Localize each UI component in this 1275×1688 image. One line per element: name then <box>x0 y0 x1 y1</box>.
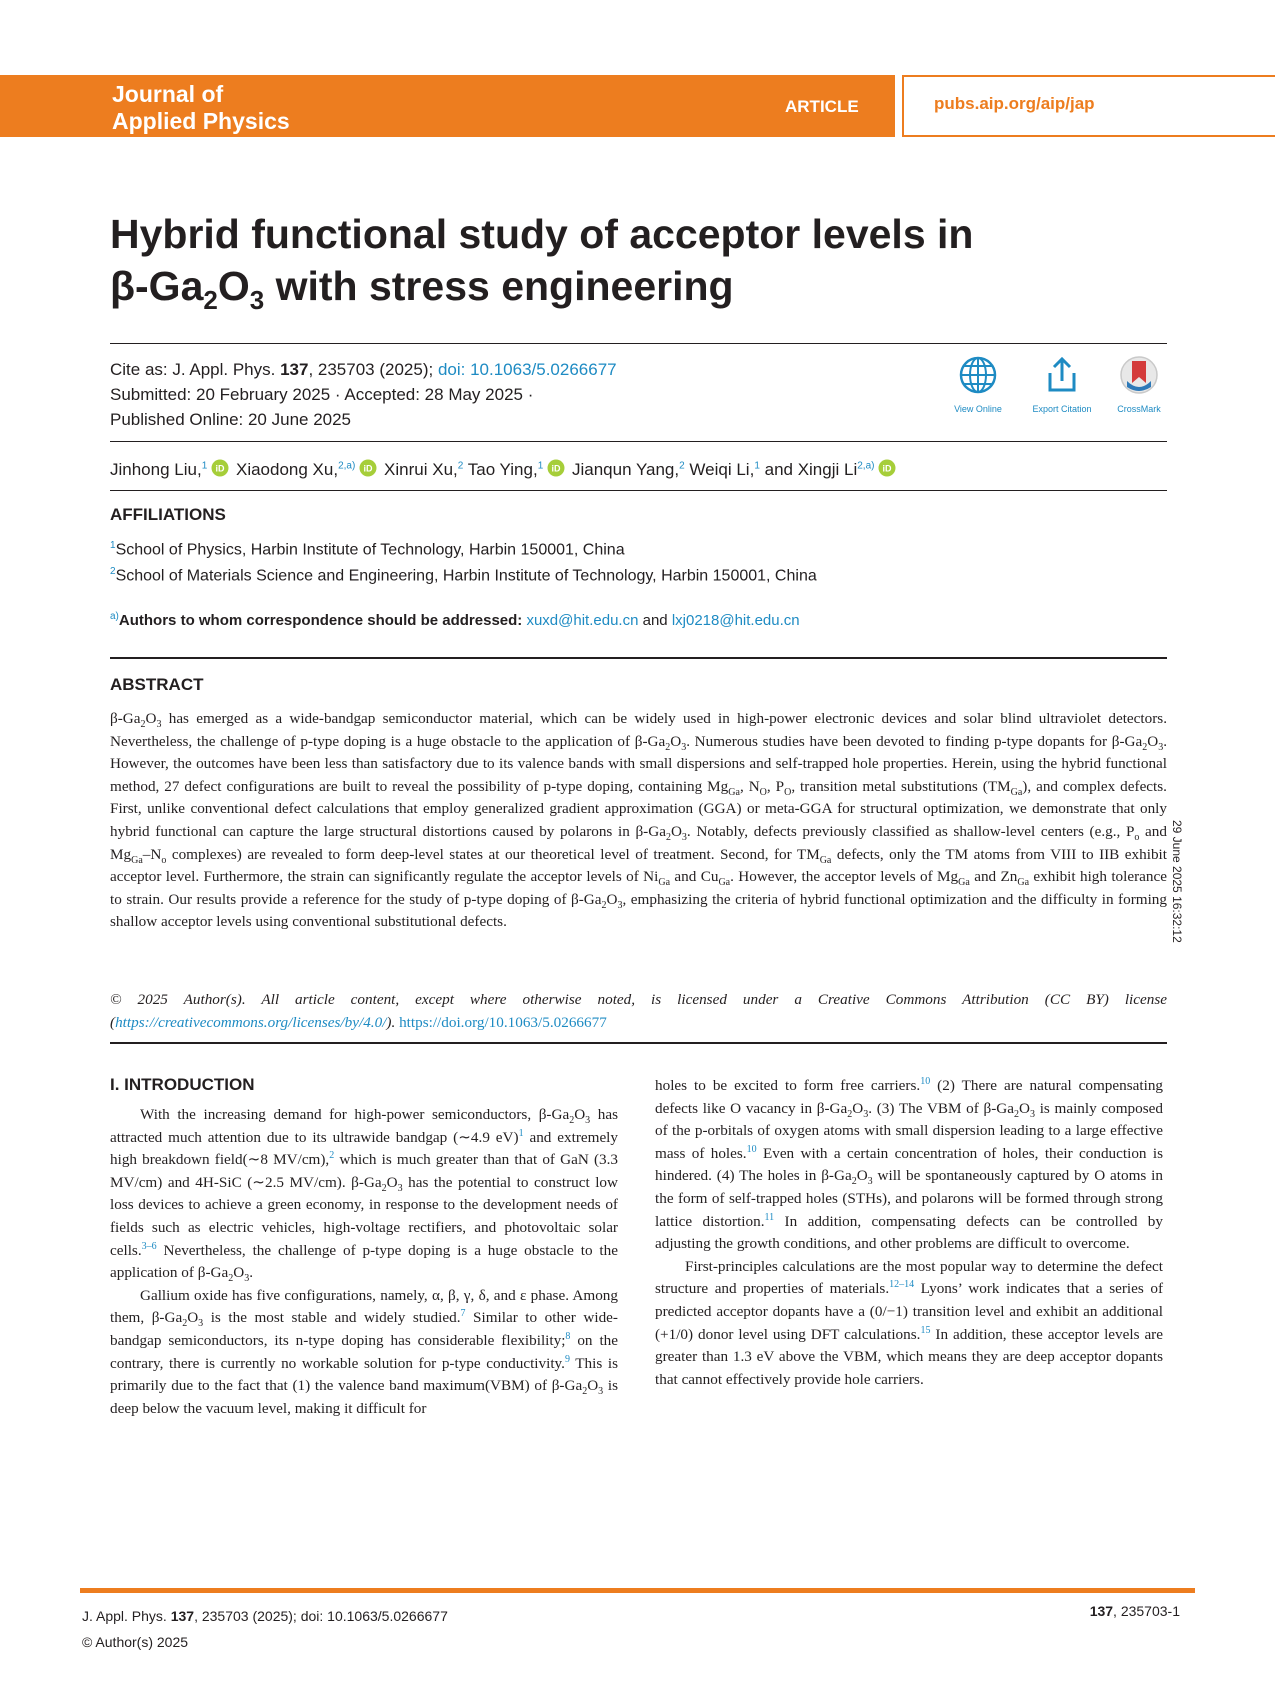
journal-name-line2: Applied Physics <box>112 108 290 134</box>
intro-column-left <box>110 1104 618 1420</box>
cite-prefix: Cite as: J. Appl. Phys. <box>110 360 281 379</box>
author-name[interactable]: Jianqun Yang, <box>571 460 680 479</box>
affiliation-1 <box>110 540 625 559</box>
author-affiliation-mark: 2,a) <box>338 460 356 472</box>
footer-copyright: © Author(s) 2025 <box>82 1634 189 1650</box>
author-affiliation-mark: 1 <box>754 460 760 472</box>
journal-header <box>0 75 1275 137</box>
intro-column-right <box>655 1075 1163 1391</box>
journal-url-box[interactable] <box>902 75 1275 137</box>
page-id: , 235703-1 <box>1113 1603 1180 1619</box>
correspondence-label: Authors to whom correspondence should be addressed: <box>118 612 523 629</box>
title-part: β-Ga <box>110 263 204 309</box>
orcid-icon[interactable] <box>878 459 896 482</box>
divider <box>110 657 1167 659</box>
svg-text:iD: iD <box>215 463 225 474</box>
submitted-line: Submitted: 20 February 2025 · Accepted: 28 May 2025 · <box>110 385 534 404</box>
cite-volume: 137 <box>280 360 309 379</box>
abstract-heading: ABSTRACT <box>110 675 204 694</box>
title-subscript: 3 <box>249 285 265 316</box>
divider <box>110 1042 1167 1044</box>
author-name[interactable]: Jinhong Liu, <box>110 460 202 479</box>
doi-link[interactable]: doi: 10.1063/5.0266677 <box>437 360 617 379</box>
export-citation-label: Export Citation <box>1032 404 1092 414</box>
paragraph: First-principles calculations are the most popular way to determine the defect structure and properties of materials.$^{12-14}$ Lyons’ work indicates that a series of predicted acceptor dopants have a (0/−1) transition level and exhibit an additional (+1/0) donor level using DFT calculations.$^{15}$ In addition, these acceptor levels are greater than 1.3 eV above the VBM, which means they are deep acceptor dopants that cannot effectively provide hole carriers. <box>655 1257 1164 1388</box>
paragraph: Gallium oxide has five configurations, namely, α, β, γ, δ, and ε phase. Among them, $\beta-Ga_2O_3$ is the most stable and widely studied.$^7$ Similar to other wide-bandgap semiconductors, its n-type doping has considerable flexibility;$^8$ on the contrary, there is currently no workable solution for p-type conductivity.$^9$ This is primarily due to the fact that (1) the valence band maximum(VBM) of $\beta-Ga_2O_3$ is deep below the vacuum level, making it difficult for <box>110 1286 618 1417</box>
svg-text:iD: iD <box>363 463 373 474</box>
affiliations-heading: AFFILIATIONS <box>110 505 226 524</box>
orcid-icon[interactable] <box>547 459 565 482</box>
orcid-icon[interactable] <box>359 459 377 482</box>
article-type-label: ARTICLE <box>785 97 859 116</box>
author-affiliation-mark: 1 <box>537 460 544 472</box>
footer-citation <box>82 1603 448 1655</box>
author-name[interactable]: Weiqi Li, <box>689 460 755 479</box>
author-list <box>110 459 1167 482</box>
title-line1: Hybrid functional study of acceptor levels in <box>110 211 974 257</box>
footer-journal: J. Appl. Phys. <box>82 1608 171 1624</box>
affiliation-text: School of Physics, Harbin Institute of Technology, Harbin 150001, China <box>115 541 625 559</box>
download-timestamp <box>1170 820 1190 980</box>
globe-icon <box>958 355 998 395</box>
affiliation-2 <box>110 566 817 585</box>
cc-license-link[interactable]: https://creativecommons.org/licenses/by/4.0/ <box>115 1013 387 1031</box>
journal-name-line1: Journal of <box>112 81 224 107</box>
author-name[interactable]: Xinrui Xu, <box>384 460 458 479</box>
crossmark-button[interactable] <box>1094 355 1184 414</box>
author-affiliation-mark: 2 <box>679 460 685 472</box>
author-affiliation-mark: 1 <box>201 460 208 472</box>
view-online-label: View Online <box>954 404 1002 414</box>
license-statement <box>110 989 1167 1034</box>
doi-url-link[interactable]: https://doi.org/10.1063/5.0266677 <box>399 1013 607 1031</box>
published-line: Published Online: 20 June 2025 <box>110 410 352 429</box>
timestamp-text: 29 June 2025 16:32:12 <box>1170 820 1184 943</box>
journal-url-link[interactable]: pubs.aip.org/aip/jap <box>934 94 1095 113</box>
section-heading: I. INTRODUCTION <box>110 1075 255 1094</box>
abstract-text: $\beta-Ga_2O_3$ has emerged as a wide-bandgap semiconductor material, which can be widely used in high-power electronic devices and solar blind ultraviolet detectors. Nevertheless, the challenge of p-type doping is a huge obstacle to the application of $\beta-Ga_2O_3$. Numerous studies have been devoted to finding p-type dopants for $\beta-Ga_2O_3$. However, the outcomes have been less than satisfactory due to its valence bands with small dispersions and self-trapped hole properties. Herein, using the hybrid functional method, 27 defect configurations are built to reveal the possibility of p-type doping, containing $Mg_{Ga}$, $N_O$, $P_O$, transition metal substitutions $(TM_{Ga})$, and complex defects. First, unlike conventional defect calculations that employ generalized gradient approximation (GGA) or meta-GGA for structural optimization, we demonstrate that only hybrid functional can capture the large structural distortions caused by polarons in $\beta-Ga_2O_3$. Notably, defects previously classified as shallow-level centers (e.g., $P_o$ and $Mg_{Ga}-N_o$ complexes) are revealed to form deep-level states at our theoretical level of treatment. Second, for $TM_{Ga}$ defects, only the TM atoms from VIII to IIB exhibit acceptor level. Furthermore, the strain can significantly regulate the acceptor levels of $Ni_{Ga}$ and $Cu_{Ga}$. However, the acceptor levels of $Mg_{Ga}$ and $Zn_{Ga}$ exhibit high tolerance to strain. Our results provide a reference for the study of p-type doping of $\beta-Ga_2O_3$, emphasizing the criteria of hybrid functional optimization and the difficulty in forming shallow acceptor levels using conventional substitutional defects. <box>110 710 1167 931</box>
citation-block <box>110 357 790 432</box>
view-online-button[interactable] <box>933 355 1023 414</box>
author-name[interactable]: Xiaodong Xu, <box>235 460 339 479</box>
footer-doi: , 235703 (2025); doi: 10.1063/5.0266677 <box>194 1608 448 1624</box>
footer-volume: 137 <box>170 1608 195 1624</box>
crossmark-icon <box>1119 355 1159 395</box>
divider <box>110 490 1167 491</box>
cite-line <box>110 357 790 382</box>
journal-name[interactable] <box>112 81 372 135</box>
title-part: with stress engineering <box>264 263 734 309</box>
footer-journal-line <box>82 1603 448 1629</box>
svg-text:iD: iD <box>551 463 561 474</box>
correspondence-line <box>110 611 800 629</box>
title-subscript: 2 <box>203 285 218 316</box>
paragraph: With the increasing demand for high-power semiconductors, $\beta-Ga_2O_3$ has attracted much attention due to its ultrawide bandgap (∼4.9 eV)$^1$ and extremely high breakdown field(∼8 MV/cm),$^2$ which is much greater than that of GaN (3.3 MV/cm) and 4H-SiC (∼2.5 MV/cm). $\beta-Ga_2O_3$ has the potential to construct low loss devices to achieve a green economy, in response to the development needs of fields such as electric vehicles, high-voltage rectifiers, and photovoltaic solar cells.$^{3-6}$ Nevertheless, the challenge of p-type doping is a huge obstacle to the application of $\beta-Ga_2O_3$. <box>110 1106 618 1285</box>
author-affiliation-mark: 2,a) <box>857 460 875 472</box>
email-link[interactable]: xuxd@hit.edu.cn <box>526 612 639 629</box>
paragraph: holes to be excited to form free carriers.$^{10}$ (2) There are natural compensating defects like O vacancy in $\beta-Ga_2O_3$. (3) The VBM of $\beta-Ga_2O_3$ is mainly composed of the p-orbitals of oxygen atoms with small dispersion leading to a large effective mass of holes.$^{10}$ Even with a certain concentration of holes, their conduction is hindered. (4) The holes in $\beta-Ga_2O_3$ will be spontaneously captured by O atoms in the form of self-trapped holes (STHs), and polarons will be formed through strong lattice distortion.$^{11}$ In addition, compensating defects can be controlled by adjusting the growth conditions, and other problems are difficult to overcome. <box>655 1075 1164 1253</box>
page-number <box>1090 1603 1180 1619</box>
paper-title <box>110 208 1110 316</box>
divider <box>110 343 1167 344</box>
crossmark-label: CrossMark <box>1117 404 1161 414</box>
affiliation-text: School of Materials Science and Engineering, Harbin Institute of Technology, Harbin 150001, China <box>115 567 817 585</box>
email-link[interactable]: lxj0218@hit.edu.cn <box>671 612 800 629</box>
journal-banner <box>0 75 895 137</box>
svg-text:iD: iD <box>882 463 892 474</box>
affiliation-number: 1 <box>110 540 116 551</box>
correspondence-mark: a) <box>110 611 119 622</box>
export-icon <box>1042 355 1082 395</box>
author-name[interactable]: Tao Ying, <box>467 460 538 479</box>
affiliation-number: 2 <box>110 566 116 577</box>
orcid-icon[interactable] <box>211 459 229 482</box>
cite-rest: , 235703 (2025); <box>308 360 438 379</box>
author-affiliation-mark: 2 <box>457 460 464 472</box>
page-volume: 137 <box>1089 1603 1114 1619</box>
license-text: ). <box>386 1013 400 1031</box>
author-name[interactable]: and Xingji Li <box>764 460 858 479</box>
conjunction: and <box>638 612 672 629</box>
footer-divider <box>80 1588 1195 1593</box>
license-text: © 2025 Author(s). All article content, except where otherwise noted, is licensed under a Creative Commons Attribution (CC BY) license ( <box>110 991 1167 1031</box>
title-part: O <box>217 263 250 309</box>
divider <box>110 441 1167 442</box>
title-line2 <box>110 260 1110 316</box>
